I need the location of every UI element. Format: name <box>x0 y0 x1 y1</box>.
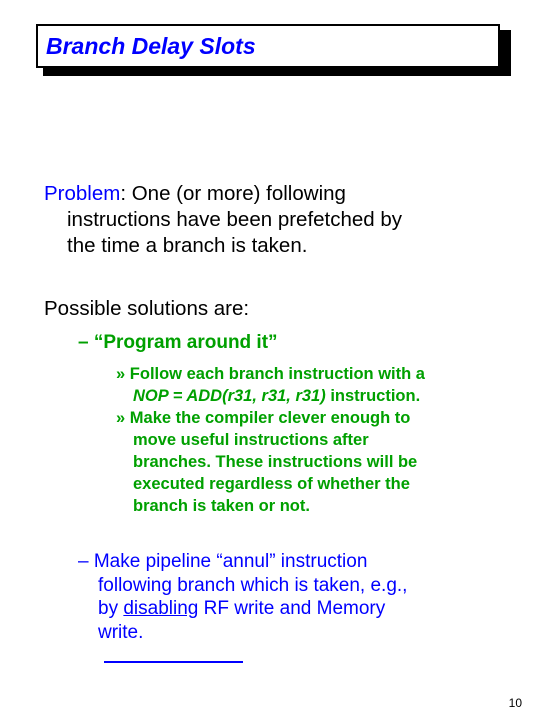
solution-2-line-1 <box>78 550 518 574</box>
possible-solutions-heading: Possible solutions are: <box>44 297 250 320</box>
dash-marker: – <box>78 332 89 353</box>
bullet-2-line-1 <box>116 407 516 429</box>
nop-expression: NOP = ADD(r31, r31, r31) <box>133 387 326 405</box>
solution-2 <box>78 550 518 644</box>
bullet-1-line-2-text: instruction. <box>325 387 421 405</box>
bullet-2-text: Make the compiler clever enough to <box>129 409 411 427</box>
bullet-1-line-1 <box>116 363 516 385</box>
bullet-2-line-2: move useful instructions after <box>133 431 369 449</box>
title-box <box>36 24 500 68</box>
disabling-underlined: disabling <box>123 598 199 619</box>
problem-line-2: instructions have been prefetched by <box>67 208 403 231</box>
page-number: 10 <box>508 696 522 710</box>
problem-line-1 <box>44 181 514 207</box>
line-3-prefix: by <box>98 598 124 619</box>
problem-label: Problem <box>44 182 121 205</box>
bullet-2-line-5: branch is taken or not. <box>133 497 310 515</box>
bullet-1-text: Follow each branch instruction with a <box>129 365 425 383</box>
line-3-suffix: RF write and Memory <box>198 598 386 619</box>
problem-statement <box>44 181 514 259</box>
problem-line-1-text: : One (or more) following <box>120 182 346 205</box>
slide-title: Branch Delay Slots <box>46 33 256 59</box>
solution-2-text: Make pipeline “annul” instruction <box>93 551 368 572</box>
solution-1-text: “Program around it” <box>93 332 278 353</box>
bullet-marker: » <box>116 409 126 427</box>
solution-2-line-2: following branch which is taken, e.g., <box>98 574 408 596</box>
solution-2-line-3 <box>78 597 518 621</box>
solution-1 <box>78 331 278 355</box>
bullet-2-line-4: executed regardless of whether the <box>133 475 410 493</box>
bullet-2-line-3: branches. These instructions will be <box>133 453 418 471</box>
solution-2-line-4: write. <box>98 621 144 643</box>
bullet-marker: » <box>116 365 126 383</box>
problem-line-3: the time a branch is taken. <box>67 234 308 257</box>
bullet-1-line-2 <box>116 385 516 407</box>
blank-underline <box>104 661 243 663</box>
dash-marker: – <box>78 551 89 572</box>
solution-1-details <box>116 363 516 517</box>
